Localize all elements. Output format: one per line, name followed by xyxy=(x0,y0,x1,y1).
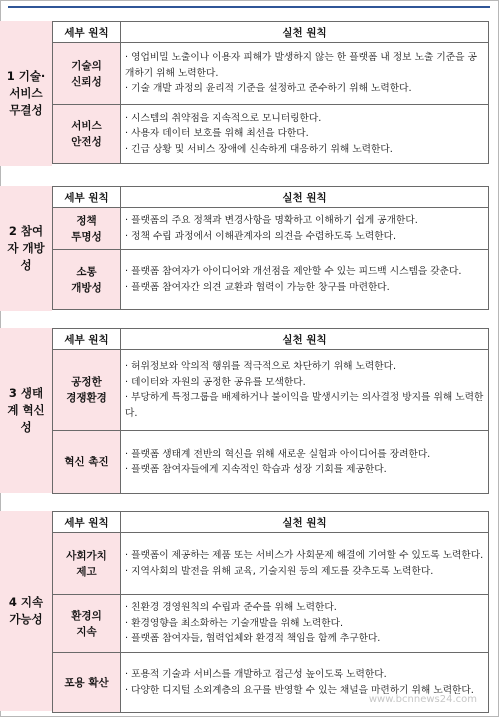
bullet-text: · 긴급 상황 및 서비스 장애에 신속하게 대응하기 위해 노력한다. xyxy=(125,143,393,155)
header-practice-principle: 실천 원칙 xyxy=(121,22,489,43)
table-row xyxy=(53,43,489,105)
table-row xyxy=(53,431,489,494)
principle-label: 3 생태 계 혁신 성 xyxy=(0,328,52,493)
bullet-text: · 지역사회의 발전을 위해 교육, 기술지원 등의 제도를 갖추도록 노력한다. xyxy=(125,565,434,577)
bullet-text: · 플랫폼의 주요 정책과 변경사항을 명확하고 이해하기 쉽게 공개한다. xyxy=(125,215,418,226)
detail-name: 소통 개방성 xyxy=(53,250,121,310)
practice-bullets xyxy=(121,431,489,494)
detail-name: 서비스 안전성 xyxy=(53,105,121,164)
bullet-text: · 허위정보와 악의적 행위를 적극적으로 차단하기 위해 노력한다. xyxy=(125,361,397,372)
detail-name: 기술의 신뢰성 xyxy=(53,43,121,105)
section-integrity xyxy=(0,21,499,166)
header-detail-principle: 세부 원칙 xyxy=(53,512,121,533)
bullet-text: · 플랫폼 참여자들, 협력업체와 환경적 책임을 함께 추구한다. xyxy=(125,633,381,645)
bullet-text: · 다양한 디지털 소외계층의 요구를 반영할 수 있는 채널을 마련하기 위해 노력한다. xyxy=(125,684,474,696)
bullet-text: · 영업비밀 노출이나 이용자 피해가 발생하지 않는 한 플랫폼 내 정보 노출 기준을 공개하기 위해 노력한다. xyxy=(125,52,477,79)
bullet-text: · 환경영향을 최소화하는 기술개발을 위해 노력한다. xyxy=(125,617,344,629)
bullet-text: · 플랫폼 참여자들에게 지속적인 학습과 성장 기회를 제공한다. xyxy=(125,464,387,475)
table-header-row xyxy=(53,187,489,208)
top-rule xyxy=(8,6,490,8)
bullet-text: · 플랫폼 생태계 전반의 혁신을 위해 새로운 실험과 아이디어를 장려한다. xyxy=(125,448,431,460)
bullet-text: · 부당하게 특정그룹을 배제하거나 불이익을 발생시키는 의사결정 방지를 위해 노력한다. xyxy=(125,392,484,419)
section-sustainability xyxy=(0,511,499,711)
bullet-text: · 시스템의 취약점을 지속적으로 모니터링한다. xyxy=(125,112,322,124)
bullet-text: · 플랫폼이 제공하는 제품 또는 서비스가 사회문제 해결에 기여할 수 있도록 노력한다. xyxy=(125,550,484,561)
bullet-text: · 플랫폼 참여자가 아이디어와 개선점을 제안할 수 있는 피드백 시스템을 갖춘다. xyxy=(125,266,462,277)
detail-name: 포용 확산 xyxy=(53,653,121,713)
principle-label: 4 지속 가능성 xyxy=(0,511,52,711)
detail-name: 환경의 지속 xyxy=(53,595,121,653)
detail-name: 사회가치 제고 xyxy=(53,533,121,595)
header-detail-principle: 세부 원칙 xyxy=(53,187,121,208)
table-row xyxy=(53,105,489,164)
table-row xyxy=(53,350,489,431)
practice-bullets xyxy=(121,595,489,653)
practice-bullets xyxy=(121,350,489,431)
bullet-text: · 기술 개발 과정의 윤리적 기준을 설정하고 준수하기 위해 노력한다. xyxy=(125,83,412,95)
table-row xyxy=(53,595,489,653)
bullet-text: · 플랫폼 참여자간 의견 교환과 협력이 가능한 창구를 마련한다. xyxy=(125,281,390,293)
principle-label: 2 참여 자 개방 성 xyxy=(0,186,52,311)
table-row xyxy=(53,208,489,250)
table-header-row xyxy=(53,22,489,43)
watermark: www.bcnnews24.com xyxy=(368,694,477,705)
section-openness xyxy=(0,186,499,311)
bullet-text: · 친환경 경영원칙의 수립과 준수를 위해 노력한다. xyxy=(125,602,337,614)
table-row xyxy=(53,533,489,595)
practice-bullets xyxy=(121,533,489,595)
principle-label: 1 기술· 서비스 무결성 xyxy=(0,21,52,166)
practice-bullets xyxy=(121,250,489,310)
bullet-text: · 사용자 데이터 보호를 위해 최선을 다한다. xyxy=(125,128,309,140)
principle-table xyxy=(52,328,489,494)
principle-table xyxy=(52,511,489,713)
principle-table xyxy=(52,186,489,310)
detail-name: 혁신 촉진 xyxy=(53,431,121,494)
practice-bullets xyxy=(121,105,489,164)
detail-name: 공정한 경쟁환경 xyxy=(53,350,121,431)
bullet-text: · 데이터와 자원의 공정한 공유를 모색한다. xyxy=(125,376,306,388)
bullet-text: · 정책 수립 과정에서 이해관계자의 의견을 수렴하도록 노력한다. xyxy=(125,230,397,242)
header-detail-principle: 세부 원칙 xyxy=(53,329,121,350)
table-header-row xyxy=(53,329,489,350)
bullet-text: · 포용적 기술과 서비스를 개발하고 접근성 높이도록 노력한다. xyxy=(125,669,387,680)
practice-bullets xyxy=(121,208,489,250)
table-row xyxy=(53,250,489,310)
header-practice-principle: 실천 원칙 xyxy=(121,329,489,350)
principle-table xyxy=(52,21,489,164)
header-practice-principle: 실천 원칙 xyxy=(121,512,489,533)
practice-bullets xyxy=(121,43,489,105)
header-practice-principle: 실천 원칙 xyxy=(121,187,489,208)
header-detail-principle: 세부 원칙 xyxy=(53,22,121,43)
section-innovation xyxy=(0,328,499,493)
table-header-row xyxy=(53,512,489,533)
detail-name: 정책 투명성 xyxy=(53,208,121,250)
